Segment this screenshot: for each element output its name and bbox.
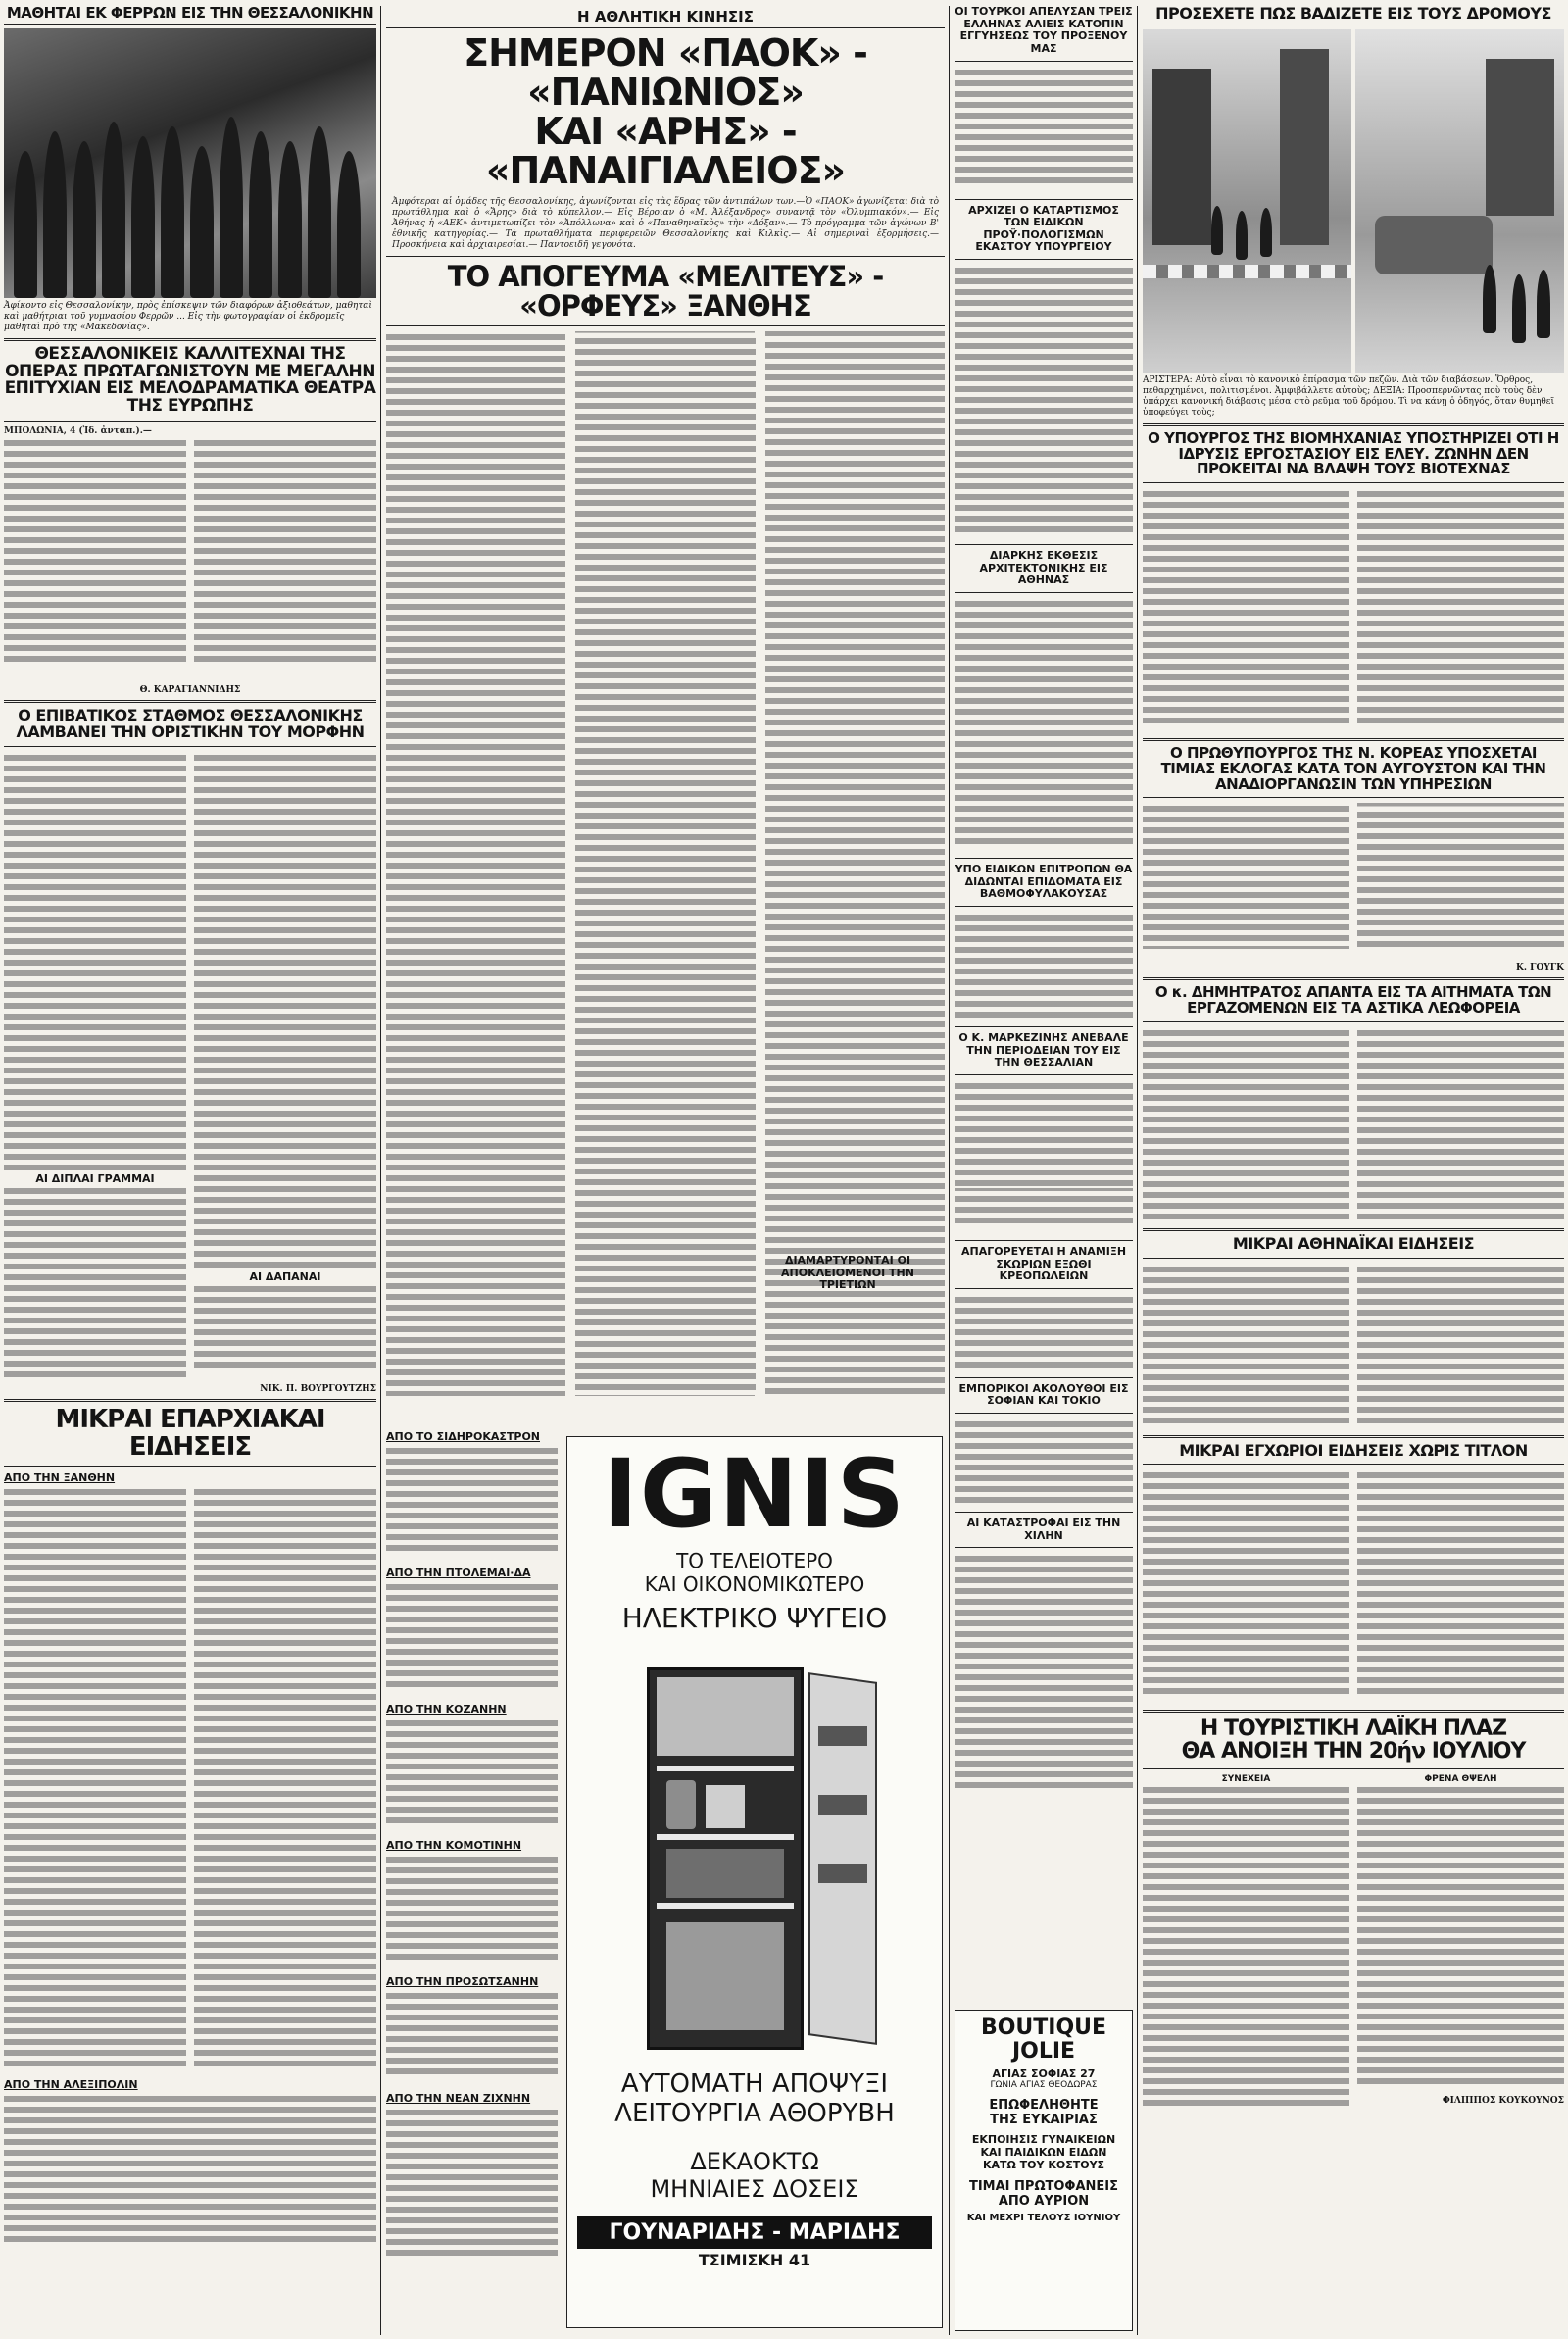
tag-ptolemaida: ΑΠΟ ΤΗΝ ΠΤΟΛΕΜΑΙ·ΔΑ — [386, 1567, 531, 1579]
province-news-body — [4, 1486, 376, 2074]
boutique-line-5: ΚΑΤΩ ΤΟΥ ΚΟΣΤΟΥΣ — [982, 2159, 1105, 2172]
column-short-news — [955, 6, 1133, 1798]
beach-headline-1: Η ΤΟΥΡΙΣΤΙΚΗ ΛΑΪΚΗ ΠΛΑΖ — [1200, 1717, 1507, 1742]
sports-headline-2: ΚΑΙ «ΑΡΗΣ» - «ΠΑΝΑΙΓΙΑΛΕΙΟΣ» — [485, 109, 846, 192]
korea-body — [1143, 803, 1564, 960]
sports-retired-block — [755, 1255, 941, 1292]
committees-headline: ΥΠΟ ΕΙΔΙΚΩΝ ΕΠΙΤΡΟΠΩΝ ΘΑ ΔΙΔΩΝΤΑΙ ΕΠΙΔΟΜΑΤΑ ΕΙΣ ΒΑΘΜΟΦΥΛΑΚΟΥΣΑΣ — [955, 863, 1133, 901]
opera-signature: Θ. ΚΑΡΑΓΙΑΝΝΙΔΗΣ — [139, 685, 241, 696]
column-rule — [949, 6, 950, 2335]
streets-photos — [1143, 29, 1564, 373]
opera-dateline: ΜΠΟΛΩΝΙΑ, 4 (Ἰδ. ἀνταπ.).— — [4, 426, 152, 437]
beach-article — [1143, 1774, 1564, 2108]
sports-kicker: Η ΑΘΛΗΤΙΚΗ ΚΙΝΗΣΙΣ — [386, 6, 945, 28]
boutique-line-1: ΕΠΩΦΕΛΗΘΗΤΕ — [989, 2098, 1099, 2114]
boutique-line-7: ΑΠΟ ΑΥΡΙΟΝ — [998, 2194, 1090, 2210]
column-rule — [380, 6, 381, 2335]
boutique-line-4: ΚΑΙ ΠΑΙΔΙΚΩΝ ΕΙΔΩΝ — [980, 2146, 1107, 2160]
boutique-line-8: ΚΑΙ ΜΕΧΡΙ ΤΕΛΟΥΣ ΙΟΥΝΙΟΥ — [966, 2213, 1121, 2224]
station-subhead-double-lines: ΑΙ ΔΙΠΛΑΙ ΓΡΑΜΜΑΙ — [35, 1171, 155, 1185]
meat-headline: ΑΠΑΓΟΡΕΥΕΤΑΙ Η ΑΝΑΜΙΞΗ ΣΚΩΡΙΩΝ ΕΞΩΘΙ ΚΡΕΟΠΩΛΕΙΩΝ — [960, 1244, 1127, 1283]
province-subsections — [386, 1426, 558, 2264]
industry-body — [1143, 488, 1564, 733]
budget-headline: ΑΡΧΙΖΕΙ Ο ΚΑΤΑΡΤΙΣΜΟΣ ΤΩΝ ΕΙΔΙΚΩΝ ΠΡΟΫ·ΠΟΛΟΓΙΣΜΩΝ ΕΚΑΣΤΟΥ ΥΠΟΥΡΓΕΙΟΥ — [968, 203, 1119, 254]
students-photo — [4, 28, 376, 298]
boutique-address: ΑΓΙΑΣ ΣΟΦΙΑΣ 27 — [992, 2067, 1096, 2081]
opera-headline: ΘΕΣΣΑΛΟΝΙΚΕΙΣ ΚΑΛΛΙΤΕΧΝΑΙ ΤΗΣ ΟΠΕΡΑΣ ΠΡΩΤΑΓΩΝΙΣΤΟΥΝ ΜΕ ΜΕΓΑΛΗΝ ΕΠΙΤΥΧΙΑΝ ΕΙΣ ΜΕΛΟΔΡΑΜΑΤΙΚΑ ΘΕΑΤΡΑ ΤΗΣ ΕΥΡΩΠΗΣ — [4, 343, 376, 417]
streets-title: ΠΡΟΣΕΧΕΤΕ ΠΩΣ ΒΑΔΙΖΕΤΕ ΕΙΣ ΤΟΥΣ ΔΡΟΜΟΥΣ — [1143, 6, 1564, 25]
korea-headline: Ο ΠΡΩΘΥΠΟΥΡΓΟΣ ΤΗΣ Ν. ΚΟΡΕΑΣ ΥΠΟΣΧΕΤΑΙ ΤΙΜΙΑΣ ΕΚΛΟΓΑΣ ΚΑΤΑ ΤΟΝ ΑΥΓΟΥΣΤΟΝ ΚΑΙ ΤΗΝ ΑΝΑΔΙΟΡΓΑΝΩΣΙΝ ΤΩΝ ΥΠΗΡΕΣΙΩΝ — [1160, 744, 1546, 793]
sports-lead: Ἀμφότεραι αἱ ὁμάδες τῆς Θεσσαλονίκης, ἀγωνίζονται εἰς τὰς ἕδρας τῶν ἀντιπάλων των.—Ὁ «ΠΑΟΚ» ἀγωνίζεται διὰ τὸ πρωτάθλημα καὶ ὁ «Ἄρης» διὰ τὸ κύπελλον.— Εἰς Βέροιαν ὁ «Μ. Ἀλέξανδρος» συναντᾷ τὸν «Ὀλυμπιακόν».— Εἰς Ἀθήνας ἡ «ΑΕΚ» ἀντιμετωπίζει τὸν «Ἀπόλλωνα» καὶ ὁ «Παναθηναϊκὸς» τὴν «Δόξαν».— Τὸ πρόγραμμα τῶν ἀγώνων Β' ἐθνικῆς κατηγορίας.— Τὰ πρωταθλήματα περιφερειῶν Θεσσαλονίκης καὶ Κιλκὶς.— Αἱ σημεριναὶ ἐξορμήσεις.— Προσκήνεια καὶ ἀρχιαιρεσίαι.— Παντοειδῆ γεγονότα. — [392, 196, 939, 250]
untitled-news-body — [1143, 1469, 1564, 1705]
ignis-dealer: ΓΟΥΝΑΡΙΔΗΣ - ΜΑΡΙΔΗΣ — [577, 2216, 932, 2249]
street-photo-left — [1143, 29, 1351, 373]
beach-headline-2: ΘΑ ΑΝΟΙΞΗ ΤΗΝ 20ήν ΙΟΥΛΙΟΥ — [1181, 1739, 1526, 1765]
beach-tag: ΣΥΝΕΧΕΙΑ — [1221, 1773, 1271, 1784]
station-headline: Ο ΕΠΙΒΑΤΙΚΟΣ ΣΤΑΘΜΟΣ ΘΕΣΣΑΛΟΝΙΚΗΣ ΛΑΜΒΑΝΕΙ ΤΗΝ ΟΡΙΣΤΙΚΗΝ ΤΟΥ ΜΟΡΦΗΝ — [16, 706, 365, 741]
beach-tag-2: ΦΡΕΝΑ ΘΨΕΛΗ — [1424, 1773, 1497, 1784]
province-tag-alexipoli: ΑΠΟ ΤΗΝ ΑΛΕΞΙΠΟΛΙΝ — [4, 2077, 138, 2091]
athens-news-body — [1143, 1264, 1564, 1430]
column-rule — [1137, 6, 1138, 2335]
fridge-illustration — [608, 1648, 902, 2060]
ignis-address: ΤΣΙΜΙΣΚΗ 41 — [698, 2251, 811, 2269]
photo-title: ΜΑΘΗΤΑΙ ΕΚ ΦΕΡΡΩΝ ΕΙΣ ΤΗΝ ΘΕΣΣΑΛΟΝΙΚΗΝ — [4, 6, 376, 25]
boutique-name-2: JOLIE — [1011, 2039, 1076, 2065]
ignis-brand: IGNIS — [603, 1439, 906, 1549]
boutique-name-1: BOUTIQUE — [980, 2016, 1107, 2040]
chile-headline: ΑΙ ΚΑΤΑΣΤΡΟΦΑΙ ΕΙΣ ΤΗΝ ΧΙΛΗΝ — [966, 1517, 1121, 1542]
station-article — [4, 752, 376, 1395]
opera-article-body — [4, 437, 376, 682]
ignis-line-2: ΚΑΙ ΟΙΚΟΝΟΜΙΚΩΤΕΡΟ — [644, 1572, 865, 1596]
trade-attache-headline: ΕΜΠΟΡΙΚΟΙ ΑΚΟΛΟΥΘΟΙ ΕΙΣ ΣΟΦΙΑΝ ΚΑΙ ΤΟΚΙΟ — [958, 1381, 1129, 1408]
tag-komotini: ΑΠΟ ΤΗΝ ΚΟΜΟΤΙΝΗΝ — [386, 1839, 522, 1852]
industry-headline: Ο ΥΠΟΥΡΓΟΣ ΤΗΣ ΒΙΟΜΗΧΑΝΙΑΣ ΥΠΟΣΤΗΡΙΖΕΙ ΟΤΙ Η ΙΔΡΥΣΙΣ ΕΡΓΟΣΤΑΣΙΟΥ ΕΙΣ ΕΛΕΥ. ΖΩΝΗΝ ΔΕΝ ΠΡΟΚΕΙΤΑΙ ΝΑ ΒΛΑΨΗ ΤΟΥΣ ΒΙΟΤΕΧΝΑΣ — [1148, 428, 1559, 478]
turks-headline: ΟΙ ΤΟΥΡΚΟΙ ΑΠΕΛΥΣΑΝ ΤΡΕΙΣ ΕΛΛΗΝΑΣ ΑΛΙΕΙΣ ΚΑΤΟΠΙΝ ΕΓΓΥΗΣΕΩΣ ΤΟΥ ΠΡΟΞΕΝΟΥ ΜΑΣ — [955, 5, 1133, 55]
ignis-line-1: ΤΟ ΤΕΛΕΙΟΤΕΡΟ — [676, 1549, 833, 1572]
sports-headline-3: ΤΟ ΑΠΟΓΕΥΜΑ «ΜΕΛΙΤΕΥΣ» - «ΟΡΦΕΥΣ» ΞΑΝΘΗΣ — [447, 259, 884, 323]
boutique-address-2: ΓΩΝΙΑ ΑΓΙΑΣ ΘΕΟΔΩΡΑΣ — [990, 2080, 1098, 2091]
station-signature: ΝΙΚ. Π. ΒΟΥΡΓΟΥΤΖΗΣ — [260, 1384, 376, 1395]
tag-sidirokastron: ΑΠΟ ΤΟ ΣΙΔΗΡΟΚΑΣΤΡΟΝ — [386, 1430, 540, 1443]
athens-news-headline: ΜΙΚΡΑΙ ΑΘΗΝΑΪΚΑΙ ΕΙΔΗΣΕΙΣ — [1232, 1233, 1475, 1253]
province-tag-xanthi: ΑΠΟ ΤΗΝ ΞΑΝΘΗΝ — [4, 1470, 116, 1484]
boutique-line-2: ΤΗΣ ΕΥΚΑΙΡΙΑΣ — [990, 2113, 1098, 2128]
boutique-line-3: ΕΚΠΟΙΗΣΙΣ ΓΥΝΑΙΚΕΙΩΝ — [971, 2133, 1116, 2147]
korea-signature: Κ. ΓΟΥΓΚ — [1516, 963, 1564, 973]
architecture-headline: ΔΙΑΡΚΗΣ ΕΚΘΕΣΙΣ ΑΡΧΙΤΕΚΤΟΝΙΚΗΣ ΕΙΣ ΑΘΗΝΑΣ — [979, 549, 1108, 587]
alexipoli-body — [4, 2093, 376, 2250]
dimitratos-headline: Ο κ. ΔΗΜΗΤΡΑΤΟΣ ΑΠΑΝΤΑ ΕΙΣ ΤΑ ΑΙΤΗΜΑΤΑ ΤΩΝ ΕΡΓΑΖΟΜΕΝΩΝ ΕΙΣ ΤΑ ΑΣΤΙΚΑ ΛΕΩΦΟΡΕΙΑ — [1154, 983, 1552, 1018]
ignis-line-3: ΗΛΕΚΤΡΙΚΟ ΨΥΓΕΙΟ — [621, 1602, 888, 1634]
column-right — [1143, 6, 1564, 2108]
ignis-line-6: ΔΕΚΑΟΚΤΩ — [690, 2148, 819, 2175]
markezinis-block — [955, 1020, 1133, 1188]
province-news-headline: ΜΙΚΡΑΙ ΕΠΑΡΧΙΑΚΑΙ ΕΙΔΗΣΕΙΣ — [55, 1405, 325, 1462]
dimitratos-body — [1143, 1027, 1564, 1223]
station-subhead-costs: ΑΙ ΔΑΠΑΝΑΙ — [249, 1269, 321, 1283]
ignis-line-7: ΜΗΝΙΑΙΕΣ ΔΟΣΕΙΣ — [650, 2175, 859, 2203]
ignis-line-5: ΛΕΙΤΟΥΡΓΙΑ ΑΘΟΡΥΒΗ — [614, 2099, 895, 2128]
streets-caption: ΑΡΙΣΤΕΡΑ: Αὐτὸ εἶναι τὸ κανονικὸ ἐπίρασμα τῶν πεζῶν. Διὰ τῶν διαβάσεων. Ὅρθρος, πεθαρχημένοι, πολιτισμένοι. Ἀμφιβάλλετε αὐτοὺς; ΔΕΞΙΑ: Προσπερνῶντας ποὺ τοὺς δὲν ὑπάρχει κανονική διάβασις μέσα στὸ ρεῦμα τοῦ δρόμου. Τὶ να κάνῃ ὁ ὁδηγός, ὅταν θυμηθεῖ ὑποφεύγει τοὺς; — [1143, 374, 1554, 418]
sports-subhead-retired: ΔΙΑΜΑΡΤΥΡΟΝΤΑΙ ΟΙ ΑΠΟΚΛΕΙΟΜΕΝΟΙ ΤΗΝ ΤΡΙΕΤΙΩΝ — [781, 1254, 914, 1292]
ignis-line-4: ΑΥΤΟΜΑΤΗ ΑΠΟΨΥΞΙ — [620, 2069, 889, 2099]
boutique-jolie-ad — [955, 2010, 1133, 2331]
boutique-line-6: ΤΙΜΑΙ ΠΡΩΤΟΦΑΝΕΙΣ — [968, 2179, 1119, 2195]
untitled-news-headline: ΜΙΚΡΑΙ ΕΓΧΩΡΙΟΙ ΕΙΔΗΣΕΙΣ ΧΩΡΙΣ ΤΙΤΛΟΝ — [1179, 1440, 1528, 1460]
tag-kozani: ΑΠΟ ΤΗΝ ΚΟΖΑΝΗΝ — [386, 1703, 507, 1716]
column-left — [4, 6, 376, 2250]
street-photo-right — [1355, 29, 1564, 373]
sports-article-body — [386, 331, 945, 1410]
tag-prosotsani: ΑΠΟ ΤΗΝ ΠΡΟΣΩΤΣΑΝΗΝ — [386, 1975, 539, 1988]
column-sports — [386, 6, 945, 1410]
ignis-fridge-ad — [566, 1436, 943, 2328]
sports-headline-1: ΣΗΜΕΡΟΝ «ΠΑΟΚ» - «ΠΑΝΙΩΝΙΟΣ» — [464, 31, 867, 114]
beach-signature: ΦΙΛΙΠΠΟΣ ΚΟΥΚΟΥΝΟΣ — [1442, 2095, 1564, 2106]
photo-caption: Ἀφίκοντο εἰς Θεσσαλονίκην, πρὸς ἐπίσκεψιν τῶν διαφόρων ἀξιοθεάτων, μαθηταὶ καὶ μαθήτριαι τοῦ γυμνασίου Φερρῶν ... Εἰς τὴν φωτογραφίαν οἱ ἐκδρομεῖς μαθηταὶ πρὸ τῆς «Μακεδονίας». — [4, 300, 372, 332]
markezinis-headline: Ο Κ. ΜΑΡΚΕΖΙΝΗΣ ΑΝΕΒΑΛΕ ΤΗΝ ΠΕΡΙΟΔΕΙΑΝ ΤΟΥ ΕΙΣ ΤΗΝ ΘΕΣΣΑΛΙΑΝ — [958, 1031, 1129, 1070]
tag-nea-zichni: ΑΠΟ ΤΗΝ ΝΕΑΝ ΖΙΧΝΗΝ — [386, 2092, 531, 2105]
